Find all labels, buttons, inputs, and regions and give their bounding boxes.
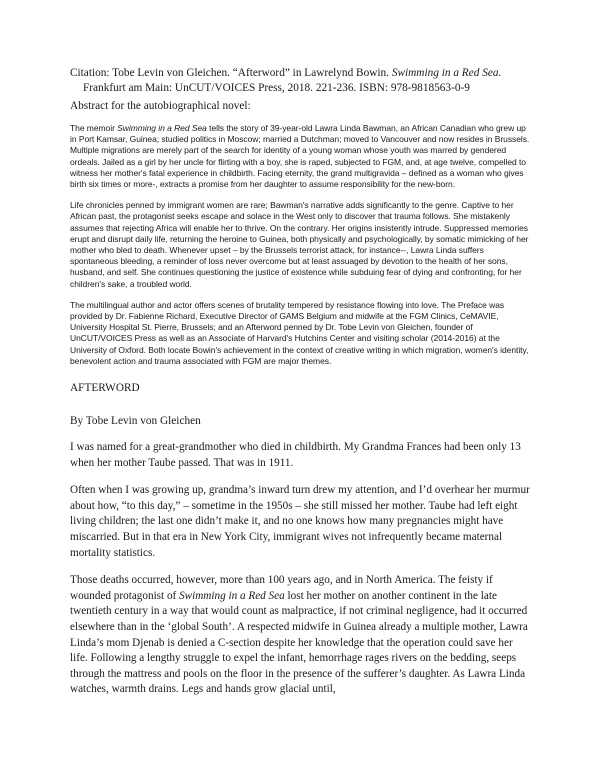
abstract-book-title: Swimming in a Red Sea xyxy=(117,123,207,133)
section-heading: AFTERWORD xyxy=(70,382,140,395)
abstract-paragraph-2: Life chronicles penned by immigrant women are rare; Bawman's narrative adds significantly to the genre. Captive to her African past, the protagonist seeks escape and solace in the West only to discover that trauma follows. She mistakenly assumes that rejecting Africa will enable her to thrive. On the contrary. Her origins insistently intrude. Suppressed memories erupt and disrupt daily life, returning the heroine to Guinea, both physically and psychologically, by somatic mimicking of her mother who bled to death. Whenever upset – by the Brussels terrorist attack, for instance--, Lawra Linda suffers spontaneous bleeding, a reminder of loss never overcome but at least assuaged by devotion to the health of her sons, husband, and self. She continues questioning the justice of existence while subduing fear of dying and confronting, for her children's sake, a troubled world. xyxy=(70,200,529,289)
abstract-paragraph-3: The multilingual author and actor offers scenes of brutality tempered by resistance flowing into love. The Preface was provided by Dr. Fabienne Richard, Executive Director of GAMS Belgium and midwife at the FGM Clinics, CeMAVIE, University Hospital St. Pierre, Brussels; and an Afterword penned by Dr. Tobe Levin von Gleichen, founder of UnCUT/VOICES Press as well as an Associate of Harvard's Hutchins Center and visiting scholar (2014-2016) at the University of Oxford. Both locate Bowin's achievement in the context of creative writing in which migration, women's identity, benevolent action and trauma associated with FGM are major themes. xyxy=(70,299,529,366)
body-paragraph-2: Often when I was growing up, grandma’s inward turn drew my attention, and I’d overhear her murmur about how, “to this day,” – sometime in the 1950s – she still missed her mother. Taube had left eight living children; the last one didn’t make it, and no one knows how many pregnancies might have miscarried. But in that era in New York City, immigrant wives not infrequently became maternal mortality statistics. xyxy=(70,484,530,559)
body-paragraph-1: I was named for a great-grandmother who died in childbirth. My Grandma Frances had been only 13 when her mother Taube passed. That was in 1911. xyxy=(70,441,521,469)
citation-line-1: Citation: Tobe Levin von Gleichen. “Afterword” in Lawrelynd Bowin. Swimming in a Red Sea. xyxy=(70,67,502,79)
citation-line-2: Frankfurt am Main: UnCUT/VOICES Press, 2018. 221-236. ISBN: 978-9818563-0-9 xyxy=(83,82,470,94)
citation-book-title: Swimming in a Red Sea. xyxy=(391,67,502,79)
body-paragraph-3: Those deaths occurred, however, more than 100 years ago, and in North America. The feisty if wounded protagonist of Swimming in a Red Sea lost her mother on another continent in the late twentieth century in a way that would count as malpractice, if not criminal negligence, had it occurred elsewhere than in the ‘global South’. A respected midwife in Guinea already a multiple mother, Lawra Linda’s mom Djenab is denied a C-section despite her knowledge that the operation could save her life. Following a lengthy struggle to expel the infant, hemorrhage rages rivers on the bedding, seeps through the mattress and pools on the floor in the presence of the sufferer’s daughter. As Lawra Linda watches, warmth drains. Legs and hands grow glacial until, xyxy=(70,574,528,696)
abstract-heading: Abstract for the autobiographical novel: xyxy=(70,100,251,112)
byline: By Tobe Levin von Gleichen xyxy=(70,415,201,428)
citation xyxy=(70,66,530,96)
body-book-title: Swimming in a Red Sea xyxy=(179,589,285,602)
abstract-paragraph-1: The memoir Swimming in a Red Sea tells the story of 39-year-old Lawra Linda Bawman, an African Canadian who grew up in Port Kamsar, Guinea; studied politics in Moscow; married a Dutchman; moved to Vancouver and now resides in Brussels. Multiple migrations are merely part of the search for identity of a young woman whose youth was marred by gendered ordeals. Jailed as a girl by her uncle for flirting with a boy, she is raped, subjected to FGM, and, at age twelve, compelled to witness her mother's fatal experience in childbirth. Facing eternity, the grand multigravida – defined as a woman who gives birth six times or more-, extracts a promise from her daughter to assume responsibility for the new-born. xyxy=(70,123,530,190)
